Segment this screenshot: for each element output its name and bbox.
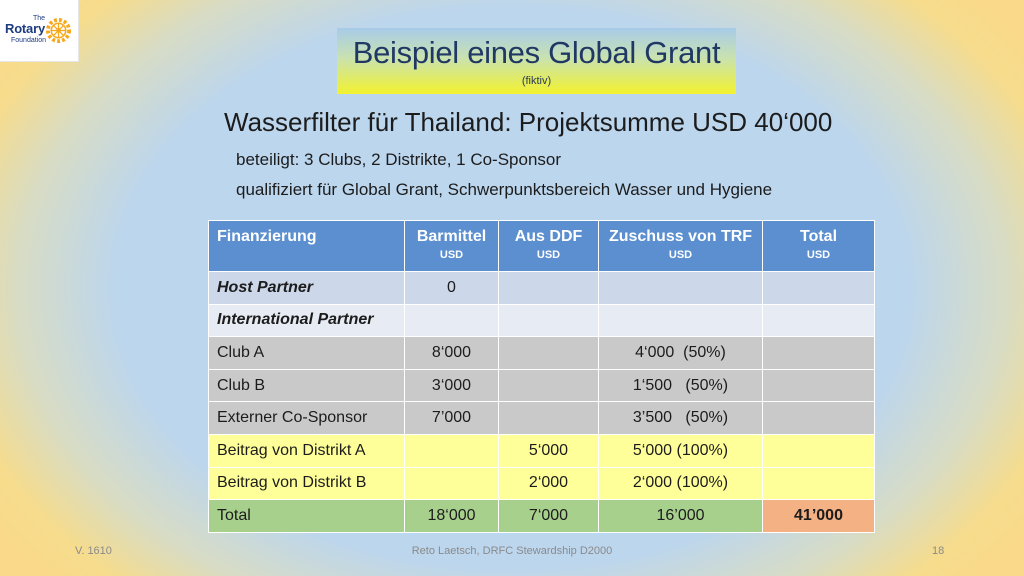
cell-aus-ddf: 5‘000 (499, 434, 599, 467)
cell-zuschuss: 16’000 (599, 500, 763, 533)
header-finanzierung (209, 221, 405, 272)
table-header-row (209, 221, 875, 272)
cell-zuschuss (599, 304, 763, 337)
row-label: International Partner (209, 304, 405, 337)
slide-title: Beispiel eines Global Grant (352, 35, 721, 70)
cell-aus-ddf: 2‘000 (499, 467, 599, 500)
cell-total (763, 369, 875, 402)
table-row (209, 369, 875, 402)
cell-total (763, 337, 875, 370)
row-label: Externer Co-Sponsor (209, 402, 405, 435)
table-row (209, 337, 875, 370)
table-row (209, 434, 875, 467)
cell-barmittel: 0 (405, 272, 499, 305)
cell-zuschuss: 3’500 (50%) (599, 402, 763, 435)
cell-aus-ddf (499, 272, 599, 305)
cell-aus-ddf (499, 369, 599, 402)
row-label: Beitrag von Distrikt A (209, 434, 405, 467)
cell-zuschuss: 2‘000 (100%) (599, 467, 763, 500)
cell-total (763, 467, 875, 500)
footer-version: V. 1610 (75, 545, 112, 557)
cell-aus-ddf (499, 304, 599, 337)
cell-aus-ddf (499, 337, 599, 370)
title-banner (337, 28, 736, 94)
header-zuschuss-trf (599, 221, 763, 272)
financing-table (208, 220, 875, 533)
header-aus-ddf (499, 221, 599, 272)
participants-line: beteiligt: 3 Clubs, 2 Distrikte, 1 Co-Sponsor (236, 150, 562, 169)
cell-total (763, 272, 875, 305)
header-label: Zuschuss von TRF (608, 228, 753, 245)
table-row (209, 402, 875, 435)
header-unit: USD (536, 249, 561, 261)
logo-name-text: Rotary (5, 21, 45, 36)
qualification-line: qualifiziert für Global Grant, Schwerpunktsbereich Wasser und Hygiene (236, 180, 773, 199)
header-unit: USD (806, 249, 831, 261)
cell-total (763, 402, 875, 435)
logo-foundation-text: Foundation (11, 37, 47, 44)
cell-zuschuss: 4‘000 (50%) (599, 337, 763, 370)
table-row (209, 272, 875, 305)
table-row (209, 467, 875, 500)
footer-page-number: 18 (932, 545, 945, 557)
header-total (763, 221, 875, 272)
cell-aus-ddf (499, 402, 599, 435)
rotary-foundation-logo (0, 0, 79, 62)
header-unit: USD (668, 249, 693, 261)
row-label: Club B (209, 369, 405, 402)
header-label: Total (799, 228, 838, 245)
header-label: Finanzierung (217, 228, 317, 245)
cell-barmittel (405, 434, 499, 467)
header-label: Aus DDF (514, 228, 583, 245)
project-headline: Wasserfilter für Thailand: Projektsumme USD 40‘000 (224, 107, 833, 137)
cell-barmittel: 8‘000 (405, 337, 499, 370)
cell-total (763, 434, 875, 467)
cell-barmittel (405, 467, 499, 500)
row-label: Club A (209, 337, 405, 370)
cell-total (763, 304, 875, 337)
cell-zuschuss: 1‘500 (50%) (599, 369, 763, 402)
cell-barmittel (405, 304, 499, 337)
grand-total-cell: 41’000 (763, 500, 875, 533)
table-total-row (209, 500, 875, 533)
logo-the-text: The (33, 15, 46, 22)
header-label: Barmittel (416, 228, 487, 245)
rotary-wheel-icon (45, 17, 72, 44)
row-label: Total (209, 500, 405, 533)
cell-zuschuss (599, 272, 763, 305)
cell-aus-ddf: 7‘000 (499, 500, 599, 533)
header-barmittel (405, 221, 499, 272)
footer-author: Reto Laetsch, DRFC Stewardship D2000 (411, 545, 613, 557)
cell-barmittel: 7’000 (405, 402, 499, 435)
row-label: Host Partner (209, 272, 405, 305)
table-row (209, 304, 875, 337)
row-label: Beitrag von Distrikt B (209, 467, 405, 500)
header-unit: USD (439, 249, 464, 261)
cell-zuschuss: 5‘000 (100%) (599, 434, 763, 467)
cell-barmittel: 3‘000 (405, 369, 499, 402)
cell-barmittel: 18‘000 (405, 500, 499, 533)
slide-subtitle: (fiktiv) (521, 75, 552, 87)
